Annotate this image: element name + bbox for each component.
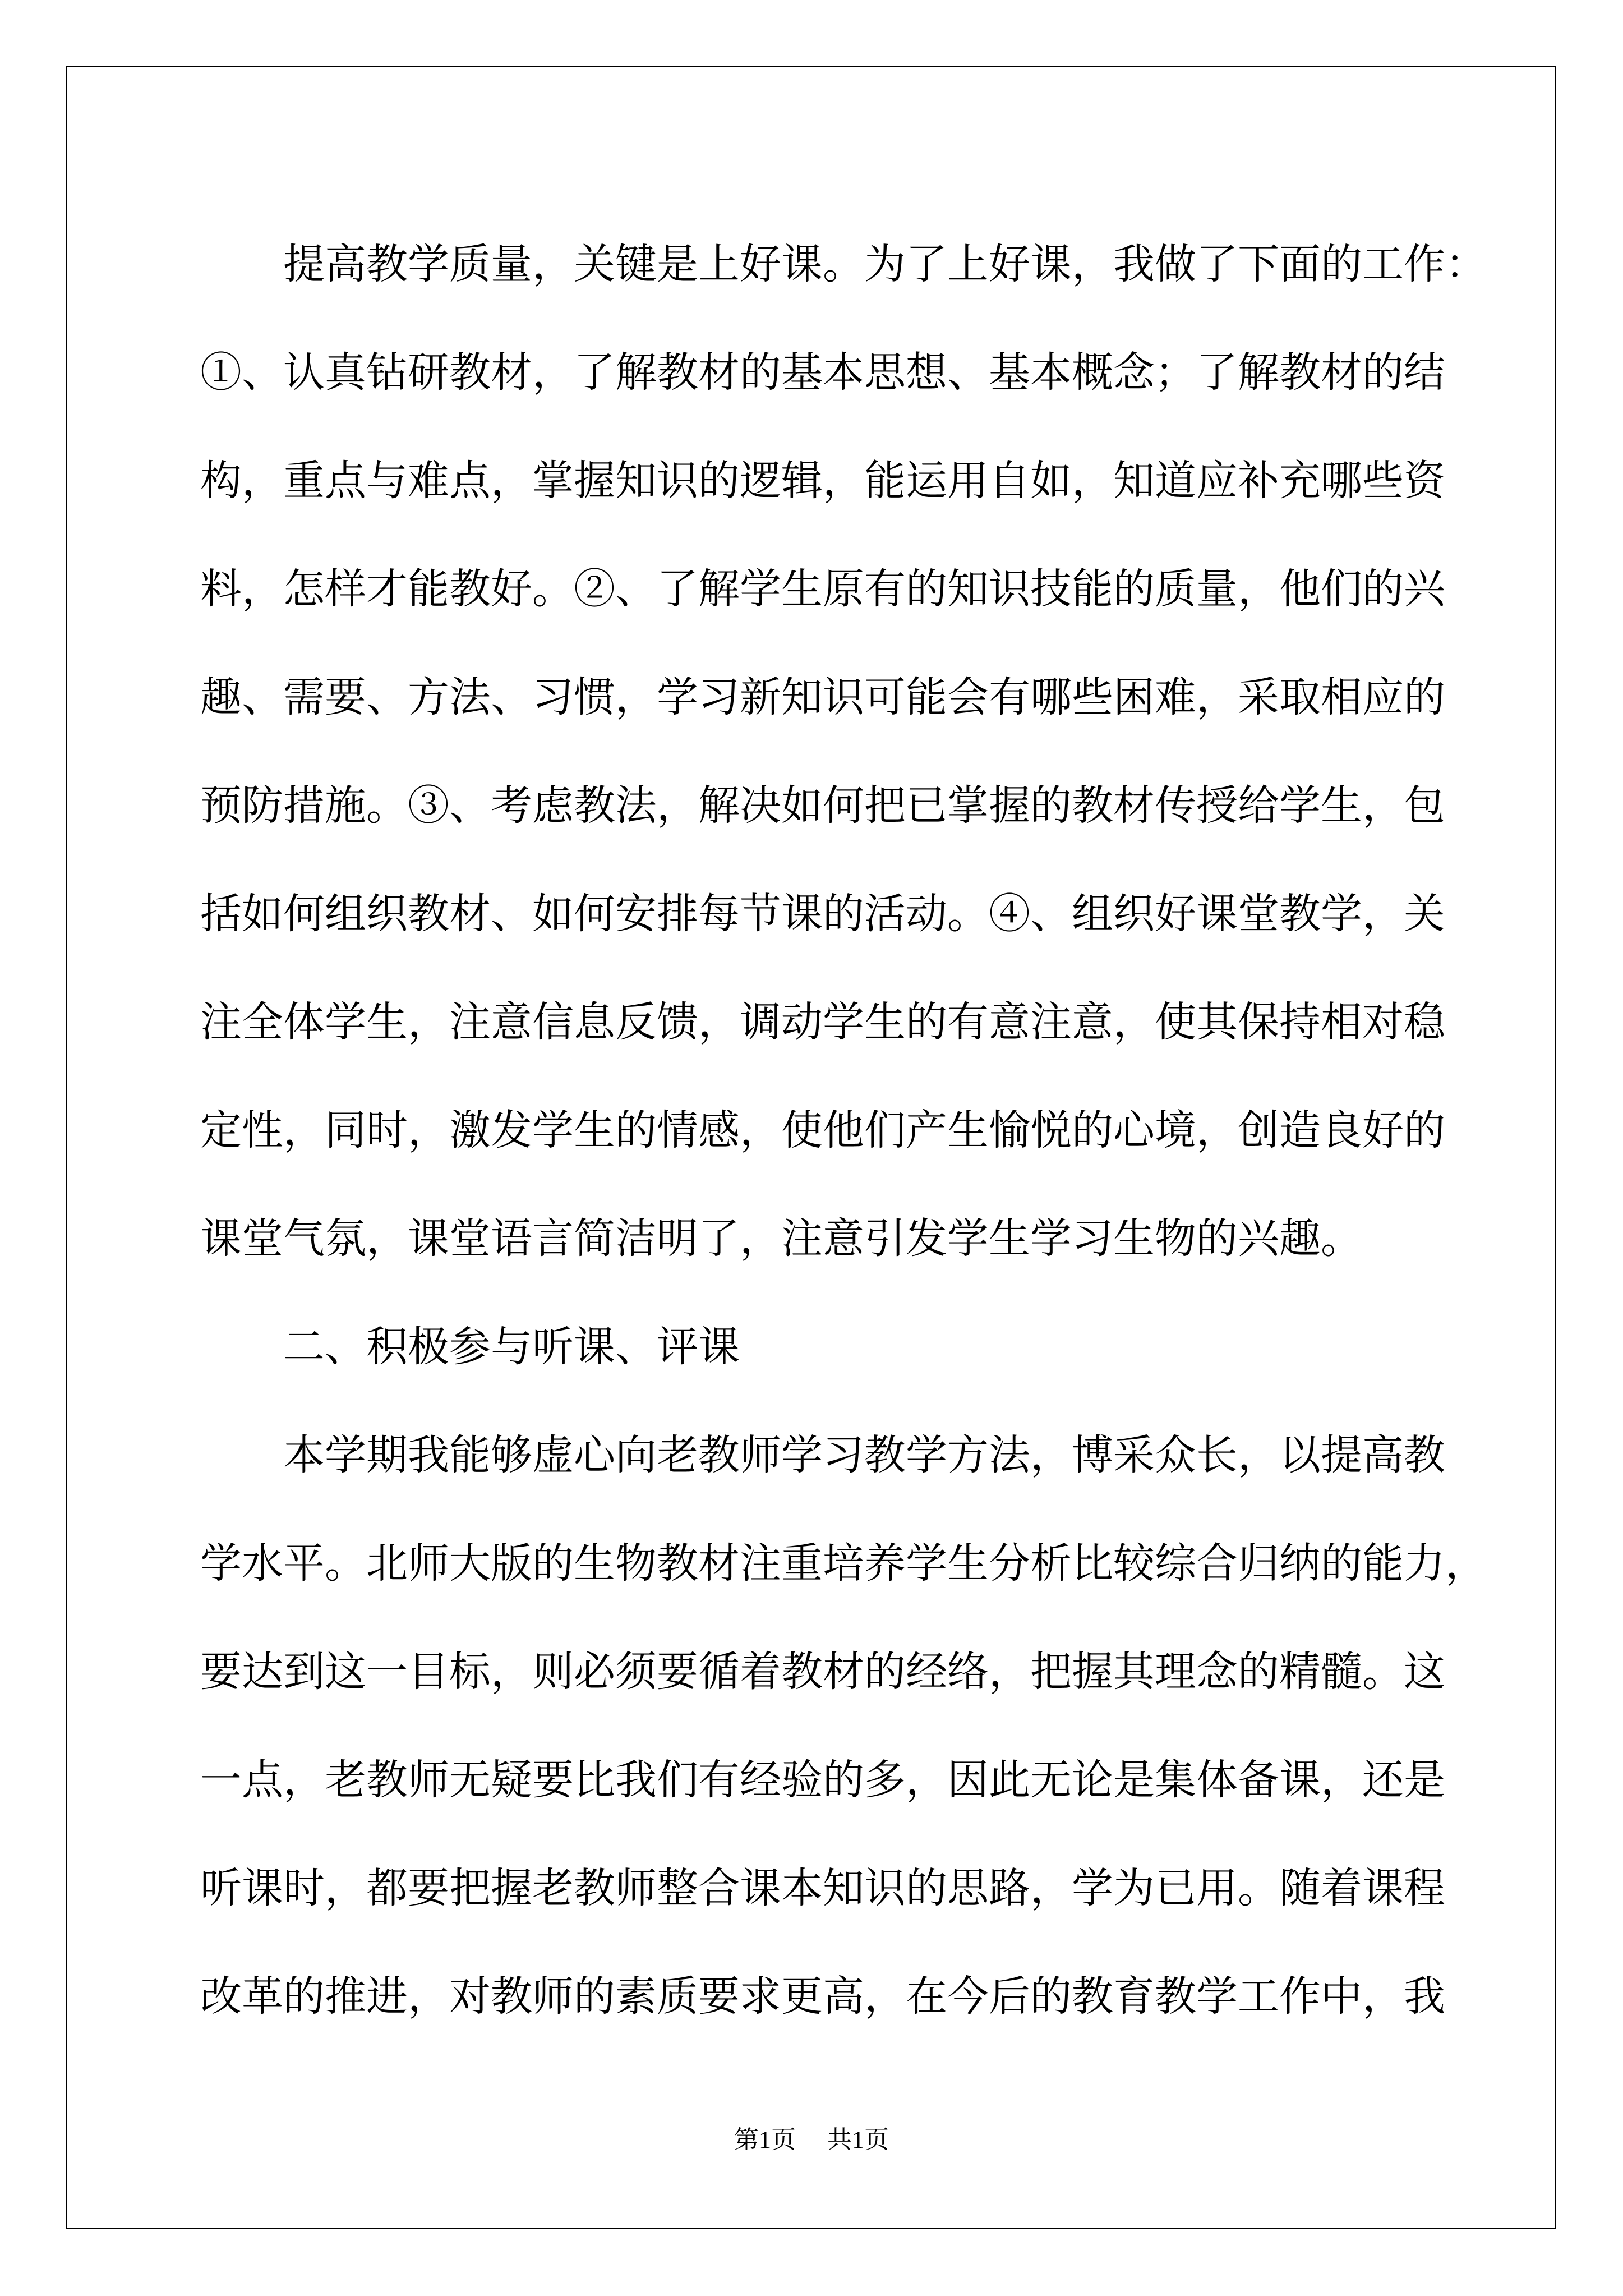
text-line: 学水平。北师大版的生物教材注重培养学生分析比较综合归纳的能力， (200, 1539, 1487, 1588)
page-number: 第1页 (734, 2126, 796, 2154)
heading-text: 二、积极参与听课、评课 (283, 1323, 740, 1371)
page-total: 共1页 (827, 2126, 889, 2154)
paragraph-listening-lessons (200, 1401, 1487, 2051)
text-line: 课堂气氛，课堂语言简洁明了，注意引发学生学习生物的兴趣。 (200, 1214, 1362, 1263)
text-line: 一点，老教师无疑要比我们有经验的多，因此无论是集体备课，还是 (200, 1756, 1445, 1804)
text-line: 提高教学质量，关键是上好课。为了上好课，我做了下面的工作： (283, 240, 1487, 288)
text-line: 注全体学生，注意信息反馈，调动学生的有意注意，使其保持相对稳 (200, 998, 1445, 1046)
text-line: 听课时，都要把握老教师整合课本知识的思路，学为已用。随着课程 (200, 1864, 1445, 1912)
paragraph-teaching-work (200, 210, 1487, 1293)
text-line: 定性，同时，激发学生的情感，使他们产生愉悦的心境，创造良好的 (200, 1106, 1445, 1154)
text-line: 改革的推进，对教师的素质要求更高，在今后的教育教学工作中，我 (200, 1972, 1445, 2021)
text-line: 构，重点与难点，掌握知识的逻辑，能运用自如，知道应补充哪些资 (200, 457, 1445, 505)
text-line: 本学期我能够虚心向老教师学习教学方法，博采众长，以提高教 (283, 1431, 1445, 1479)
text-line: 趣、需要、方法、习惯，学习新知识可能会有哪些困难，采取相应的 (200, 673, 1445, 721)
section-heading (200, 1293, 1434, 1401)
document-body (200, 210, 1487, 2051)
text-line: ①、认真钻研教材，了解教材的基本思想、基本概念；了解教材的结 (200, 348, 1445, 397)
text-line: 括如何组织教材、如何安排每节课的活动。④、组织好课堂教学，关 (200, 890, 1445, 938)
text-line: 要达到这一目标，则必须要循着教材的经络，把握其理念的精髓。这 (200, 1648, 1445, 1696)
page-footer (0, 2119, 1623, 2155)
text-line: 预防措施。③、考虑教法，解决如何把已掌握的教材传授给学生，包 (200, 781, 1445, 830)
text-line: 料，怎样才能教好。②、了解学生原有的知识技能的质量，他们的兴 (200, 565, 1445, 613)
